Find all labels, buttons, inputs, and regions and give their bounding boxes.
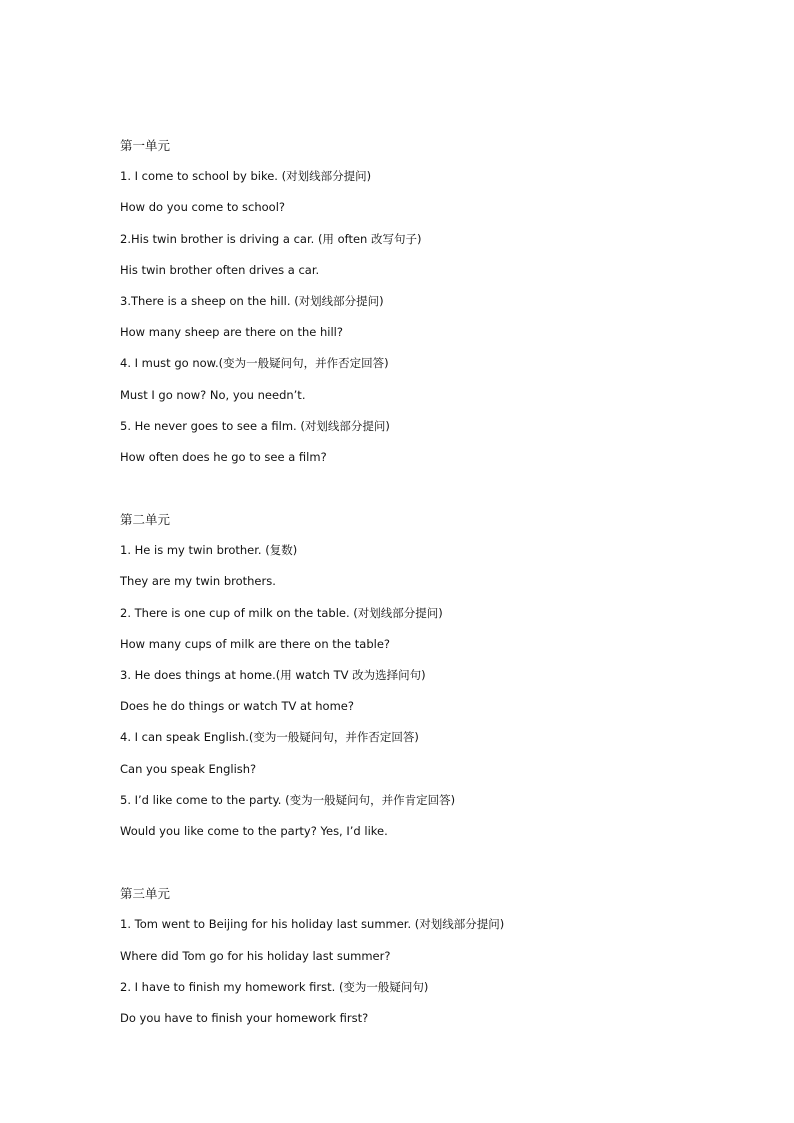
unit-section-3 bbox=[120, 878, 680, 1034]
exercise-answer: Do you have to finish your homework first? bbox=[120, 1010, 369, 1025]
exercise-answer: Can you speak English? bbox=[120, 761, 257, 776]
exercise-answer: Must I go now? No, you needn’t. bbox=[120, 387, 306, 402]
exercise-answer: Does he do things or watch TV at home? bbox=[120, 699, 354, 714]
exercise-question: 1. He is my twin brother. (复数) bbox=[120, 543, 298, 558]
exercise-answer: His twin brother often drives a car. bbox=[120, 262, 320, 277]
exercise-answer: Would you like come to the party? Yes, I’d like. bbox=[120, 823, 388, 838]
exercise-question: 2. I have to finish my homework first. (变为一般疑问句) bbox=[120, 979, 429, 994]
exercise-question: 5. I’d like come to the party. (变为一般疑问句，并作肯定回答) bbox=[120, 792, 456, 807]
exercise-question: 3. He does things at home.(用 watch TV 改为选择问句) bbox=[120, 668, 426, 682]
exercise-question: 1. I come to school by bike. (对划线部分提问) bbox=[120, 169, 372, 184]
exercise-question: 2. There is one cup of milk on the table. (对划线部分提问) bbox=[120, 605, 443, 620]
exercise-answer: How do you come to school? bbox=[120, 200, 285, 215]
exercise-answer: Where did Tom go for his holiday last summer? bbox=[120, 948, 391, 963]
unit-section-2 bbox=[120, 504, 680, 847]
exercise-question: 4. I must go now.(变为一般疑问句，并作否定回答) bbox=[120, 356, 389, 371]
exercise-question: 1. Tom went to Beijing for his holiday last summer. (对划线部分提问) bbox=[120, 917, 505, 932]
unit-section-1 bbox=[120, 130, 680, 473]
unit-heading: 第一单元 bbox=[120, 138, 171, 153]
exercise-answer: How many sheep are there on the hill? bbox=[120, 325, 343, 340]
exercise-question: 3.There is a sheep on the hill. (对划线部分提问) bbox=[120, 293, 384, 308]
exercise-answer: How often does he go to see a film? bbox=[120, 449, 327, 464]
unit-heading: 第三单元 bbox=[120, 886, 171, 902]
exercise-answer: How many cups of milk are there on the table? bbox=[120, 636, 391, 651]
exercise-question: 5. He never goes to see a film. (对划线部分提问) bbox=[120, 418, 390, 433]
exercise-question: 2.His twin brother is driving a car. (用 often 改写句子) bbox=[120, 231, 422, 246]
document-content bbox=[120, 130, 680, 1034]
exercise-answer: They are my twin brothers. bbox=[120, 574, 276, 589]
exercise-question: 4. I can speak English.(变为一般疑问句，并作否定回答) bbox=[120, 730, 419, 745]
unit-heading: 第二单元 bbox=[120, 512, 171, 528]
